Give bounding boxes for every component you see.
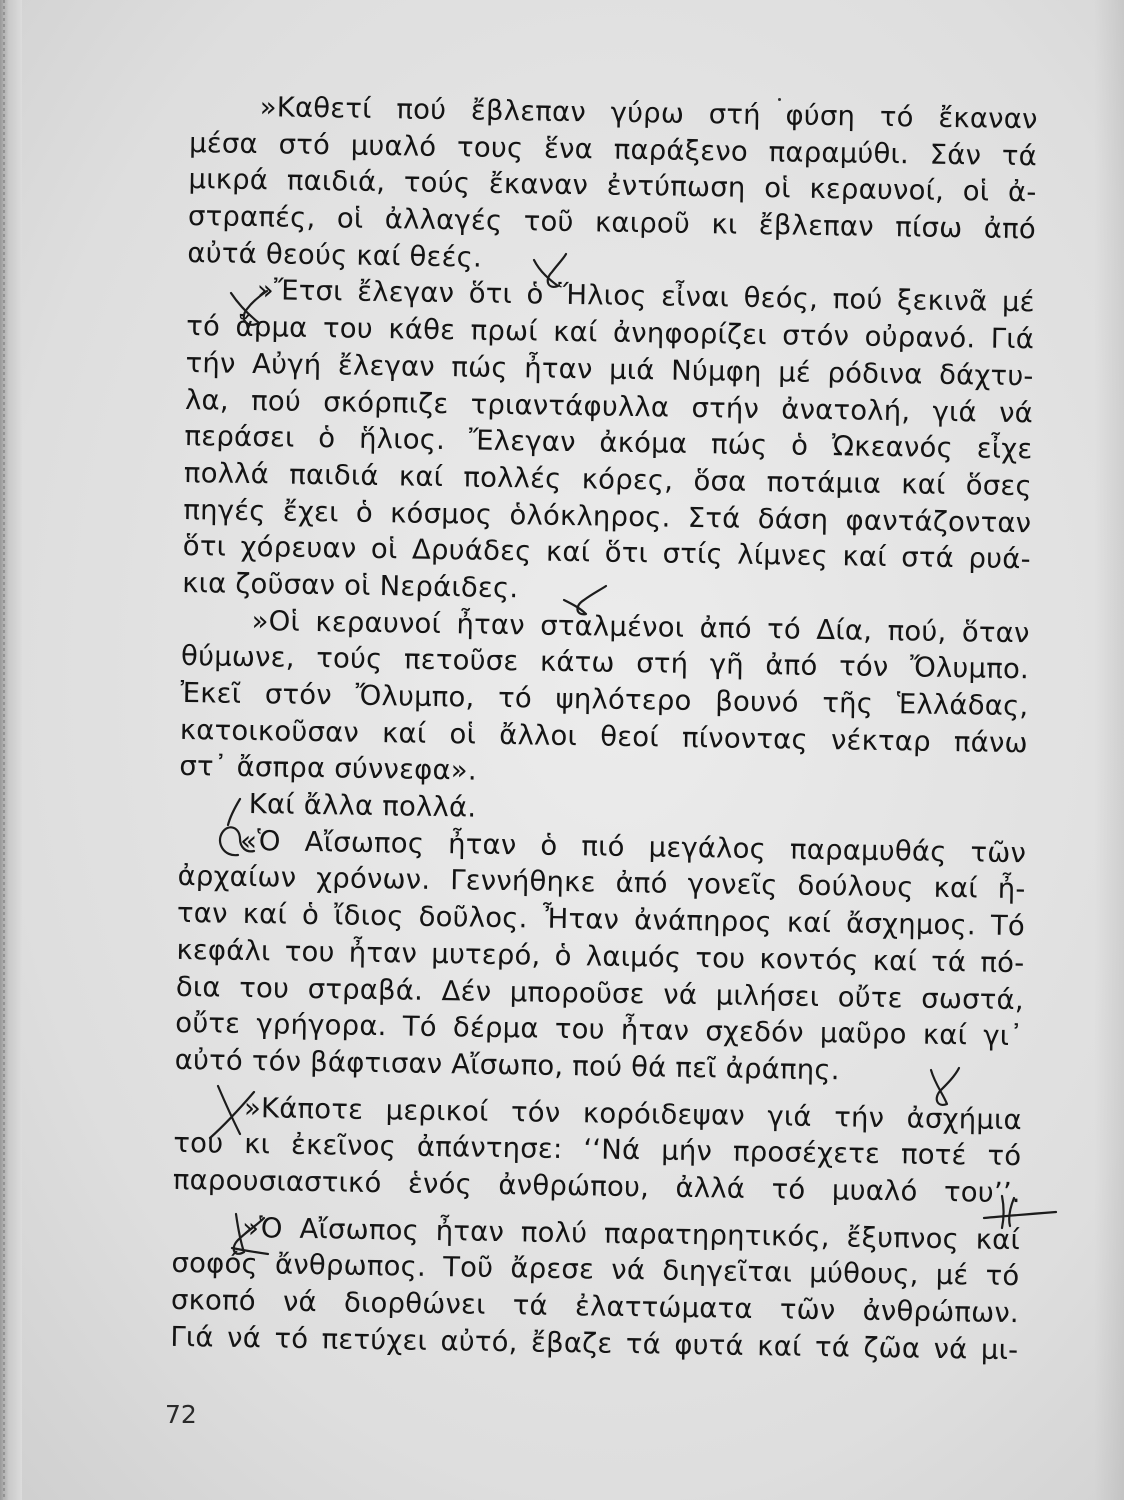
text-line-23: ταν καί ὁ ἴδιος δοῦλος. Ἦταν ἀνάπηρος καί ἄσχημος. Τό <box>176 897 1026 943</box>
text-line-32: σοφός ἄνθρωπος. Τοῦ ἄρεσε νά διηγεῖται μύθους, μέ τό <box>171 1247 1020 1293</box>
text-line-4: στραπές, οἱ ἀλλαγές τοῦ καιροῦ κι ἔβλεπαν πίσω ἀπό <box>187 200 1037 246</box>
text-line-1: »Καθετί πού ἔβλεπαν γύρω στή φύση τό ἔκαναν <box>259 91 1038 136</box>
text-line-5: αὐτά θεούς καί θεές. <box>187 236 483 274</box>
text-line-17: Ἐκεῖ στόν Ὄλυμπο, τό ψηλότερο βουνό τῆς Ἑλλάδας, <box>180 676 1029 723</box>
text-line-31: »Ὁ Αἴσωπος ἦταν πολύ παρατηρητικός, ἔξυπνος καί <box>241 1211 1021 1256</box>
text-line-28: »Κάποτε μερικοί τόν κορόιδεψαν γιά τήν ἀσχήμια <box>243 1091 1023 1136</box>
text-line-15: »Οἱ κεραυνοί ἦταν σταλμένοι ἀπό τό Δία, πού, ὅταν <box>251 604 1030 649</box>
body-text <box>170 88 1038 1369</box>
page-number: 72 <box>165 1400 197 1429</box>
text-line-9: λα, πού σκόρπιζε τριαντάφυλλα στήν ἀνατολή, γιά νά <box>184 383 1034 429</box>
text-line-10: περάσει ὁ ἥλιος. Ἔλεγαν ἀκόμα πώς ὁ Ὠκεανός εἶχε <box>184 420 1033 466</box>
text-line-13: ὅτι χόρευαν οἱ Δρυάδες καί ὅτι στίς λίμνες καί στά ρυά- <box>182 530 1031 576</box>
book-spine-edge <box>0 0 22 1500</box>
text-line-34: Γιά νά τό πετύχει αὐτό, ἔβαζε τά φυτά καί τά ζῶα νά μι- <box>170 1320 1019 1366</box>
text-line-2: μέσα στό μυαλό τους ἕνα παράξενο παραμύθι. Σάν τά <box>188 126 1038 172</box>
text-line-25: δια του στραβά. Δέν μποροῦσε νά μιλήσει οὔτε σωστά, <box>175 970 1025 1016</box>
text-line-16: θύμωνε, τούς πετοῦσε κάτω στή γῆ ἀπό τόν Ὄλυμπο. <box>180 640 1030 686</box>
text-line-11: πολλά παιδιά καί πολλές κόρες, ὅσα ποτάμια καί ὅσες <box>183 456 1033 503</box>
text-line-6: »Ἔτσι ἔλεγαν ὅτι ὁ Ἥλιος εἶναι θεός, πού ξεκινᾶ μέ <box>256 274 1035 319</box>
text-line-33: σκοπό νά διορθώνει τά ἐλαττώματα τῶν ἀνθρώπων. <box>170 1283 1020 1330</box>
text-line-27: αὐτό τόν βάφτισαν Αἴσωπο, πού θά πεῖ ἀράπης. <box>174 1043 840 1087</box>
text-line-18: κατοικοῦσαν καί οἱ ἄλλοι θεοί πίνοντας νέκταρ πάνω <box>179 713 1029 759</box>
text-line-19: στ᾽ ἄσπρα σύννεφα». <box>179 750 478 787</box>
text-line-12: πηγές ἔχει ὁ κόσμος ὁλόκληρος. Στά δάση φαντάζονταν <box>183 493 1032 539</box>
text-line-21: «Ὁ Αἴσωπος ἦταν ὁ πιό μεγάλος παραμυθάς τῶν <box>239 824 1027 869</box>
text-line-22: ἀρχαίων χρόνων. Γεννήθηκε ἀπό γονεῖς δούλους καί ἦ- <box>177 860 1026 906</box>
text-line-20: Καί ἄλλα πολλά. <box>248 788 477 824</box>
text-line-26: οὔτε γρήγορα. Τό δέρμα του ἦταν σχεδόν μαῦρο καί γι᾽ <box>175 1007 1024 1053</box>
text-line-29: του κι ἐκεῖνος ἀπάντησε: ‘‘Νά μήν προσέχετε ποτέ τό <box>173 1127 1022 1173</box>
text-line-3: μικρά παιδιά, τούς ἔκαναν ἐντύπωση οἱ κεραυνοί, οἱ ἀ- <box>188 163 1037 209</box>
text-line-7: τό ἅρμα του κάθε πρωί καί ἀνηφορίζει στόν οὐρανό. Γιά <box>186 310 1035 356</box>
text-line-30: παρουσιαστικό ἑνός ἀνθρώπου, ἀλλά τό μυαλό του’’. <box>172 1163 1021 1210</box>
text-line-14: κια ζοῦσαν οἱ Νεράιδες. <box>181 566 519 605</box>
page-edge-shadow <box>1094 0 1124 1500</box>
text-line-8: τήν Αὐγή ἔλεγαν πώς ἦταν μιά Νύμφη μέ ρόδινα δάχτυ- <box>185 346 1034 393</box>
text-line-24: κεφάλι του ἦταν μυτερό, ὁ λαιμός του κοντός καί τά πό- <box>176 933 1025 980</box>
